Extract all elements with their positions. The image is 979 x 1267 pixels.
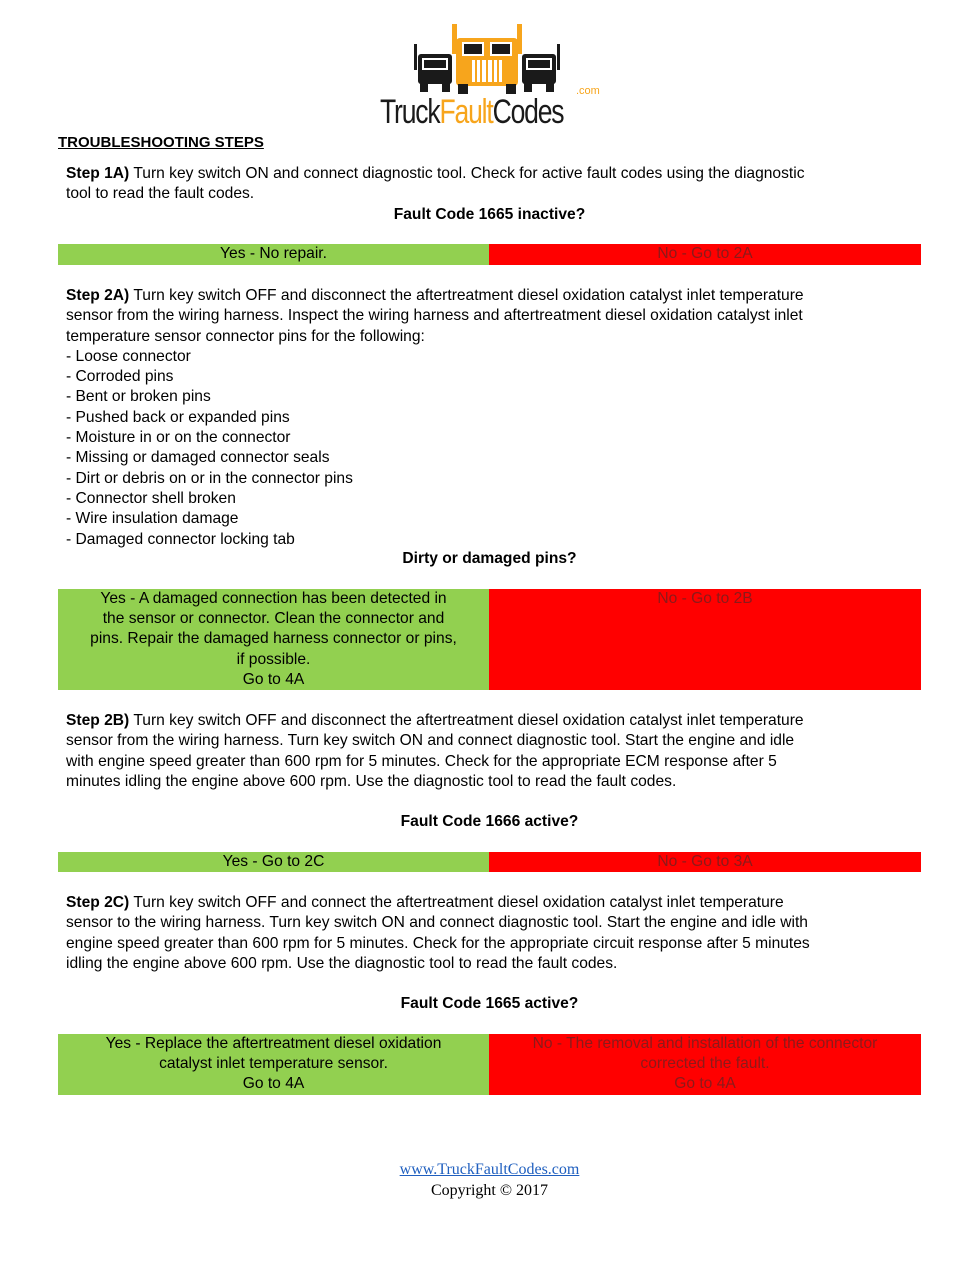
website-link[interactable]: www.TruckFaultCodes.com (399, 1161, 580, 1178)
logo-com: .com (576, 85, 600, 97)
step-label: Step 2A) (66, 287, 130, 304)
step-1a-text: Step 1A) Turn key switch ON and connect diagnostic tool. Check for active fault codes using the diagnostic tool to read the fault codes. (66, 165, 805, 203)
step-2c-yes: Yes - Replace the aftertreatment diesel oxidation catalyst inlet temperature sensor. Go to 4A (58, 1034, 489, 1095)
truck-icon (412, 22, 562, 94)
step-1a-answers (58, 244, 921, 265)
inspection-list (66, 347, 804, 550)
truckfaultcodes-logo (376, 18, 602, 131)
step-1a-question: Fault Code 1665 inactive? (393, 206, 586, 223)
list-item: - Pushed back or expanded pins (66, 408, 290, 426)
step-2a-no: No - Go to 2B (489, 589, 921, 690)
step-2a-text: Step 2A) Turn key switch OFF and disconnect the aftertreatment diesel oxidation catalyst inlet temperature sensor from the wiring harness. Inspect the wiring harness and aftertreatment diesel oxidation catalyst inlet temperature sensor connector pins for the following: - Loose connector - Corroded pins - Bent or broken pins - Pushed back or expanded pins - Moisture in or on the connector - Missing or damaged connector seals - Dirt or debris on or in the connector pins - Connector shell broken - Wire insulation damage - Damaged connector locking tab (66, 286, 804, 550)
step-1a-no: No - Go to 2A (489, 244, 921, 265)
step-2c-question: Fault Code 1665 active? (400, 995, 579, 1012)
logo-wordmark: TruckFaultCodes (380, 93, 564, 131)
step-2c-text: Step 2C) Turn key switch OFF and connect the aftertreatment diesel oxidation catalyst inlet temperature sensor to the wiring harness. Turn key switch ON and connect diagnostic tool. Start the engine and idle with engine speed greater than 600 rpm for 5 minutes. Check for the appropriate circuit response after 5 minutes idling the engine above 600 rpm. Use the diagnostic tool to read the fault codes. (66, 894, 810, 972)
step-2c-no: No - The removal and installation of the connector corrected the fault. Go to 4A (489, 1034, 921, 1095)
list-item: - Wire insulation damage (66, 510, 239, 528)
step-2b-answers (58, 852, 921, 872)
step-label: Step 1A) (66, 165, 130, 182)
list-item: - Bent or broken pins (66, 388, 211, 406)
list-item: - Connector shell broken (66, 489, 236, 507)
step-2a-question: Dirty or damaged pins? (402, 550, 577, 567)
list-item: - Corroded pins (66, 368, 174, 386)
step-2a-answers (58, 589, 921, 690)
list-item: - Moisture in or on the connector (66, 429, 291, 447)
list-item: - Missing or damaged connector seals (66, 449, 330, 467)
list-item: - Dirt or debris on or in the connector pins (66, 469, 353, 487)
step-2a-yes: Yes - A damaged connection has been detected in the sensor or connector. Clean the connector and pins. Repair the damaged harness connector or pins, if possible. Go to 4A (58, 589, 489, 690)
step-label: Step 2C) (66, 894, 130, 911)
list-item: - Loose connector (66, 347, 191, 365)
list-item: - Damaged connector locking tab (66, 530, 295, 548)
step-label: Step 2B) (66, 712, 130, 729)
step-1a-yes: Yes - No repair. (58, 244, 489, 265)
step-2b-question: Fault Code 1666 active? (400, 813, 579, 830)
step-2b-yes: Yes - Go to 2C (58, 852, 489, 872)
copyright-text: Copyright © 2017 (430, 1182, 549, 1199)
step-2b-text: Step 2B) Turn key switch OFF and disconnect the aftertreatment diesel oxidation catalyst inlet temperature sensor from the wiring harness. Turn key switch ON and connect diagnostic tool. Start the engine and idle with engine speed greater than 600 rpm for 5 minutes. Check for the appropriate ECM response after 5 minutes idling the engine above 600 rpm. Use the diagnostic tool to read the fault codes. (66, 712, 804, 790)
step-2b-no: No - Go to 3A (489, 852, 921, 872)
page-heading: TROUBLESHOOTING STEPS (58, 134, 264, 151)
step-2c-answers (58, 1034, 921, 1095)
